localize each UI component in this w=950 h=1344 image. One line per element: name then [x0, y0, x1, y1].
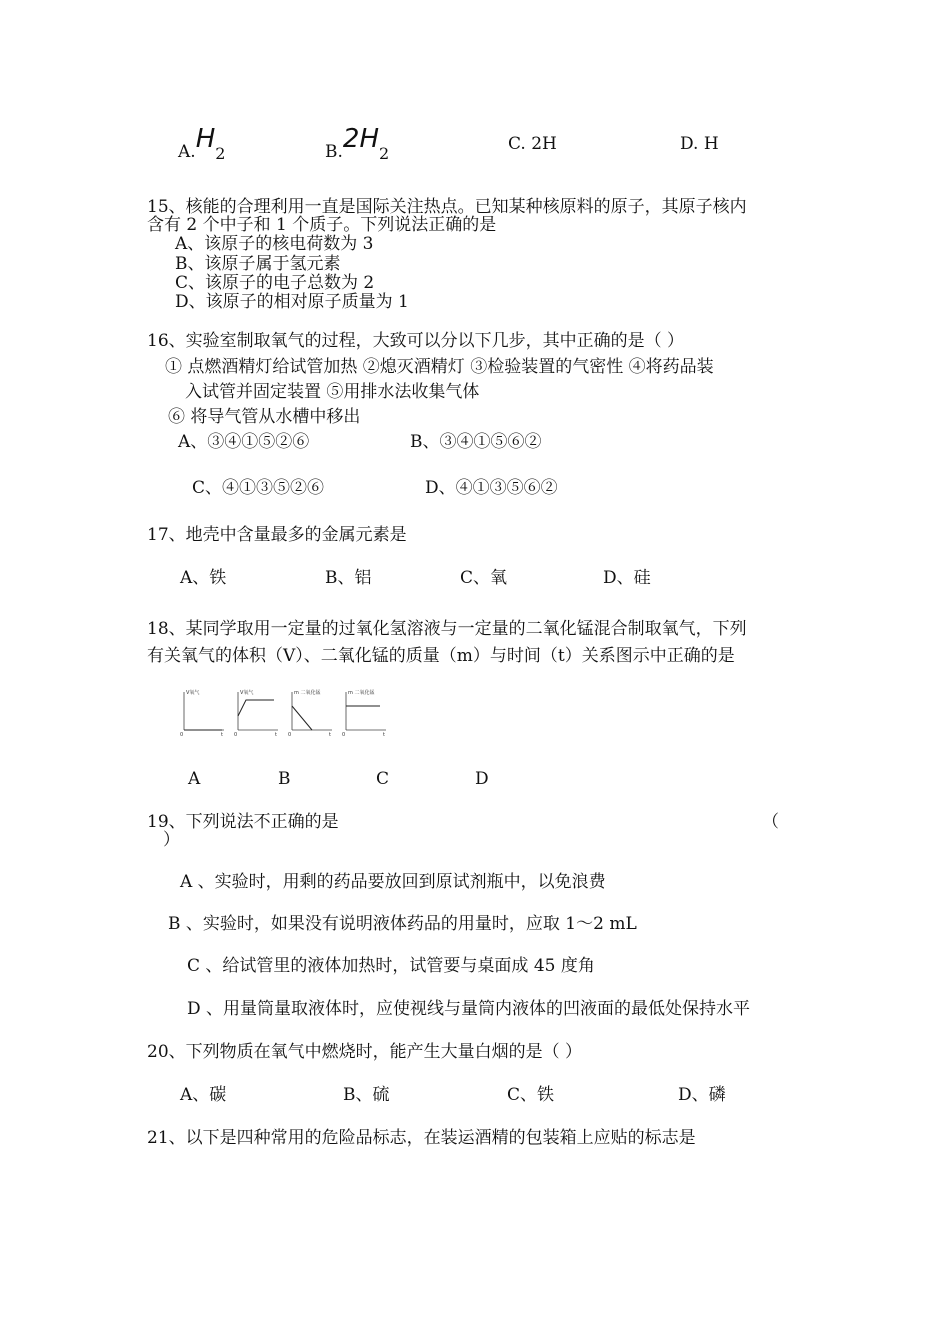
q17-stem: 17、地壳中含量最多的金属元素是 [147, 525, 407, 545]
q14-option-b [325, 124, 390, 163]
q17-option-d: D、硅 [603, 568, 651, 588]
q19-paren-close: ） [163, 830, 180, 850]
q14-option-a-formula: H [195, 124, 216, 154]
q21-stem: 21、以下是四种常用的危险品标志，在装运酒精的包装箱上应贴的标志是 [147, 1128, 696, 1148]
q17-option-b: B、铝 [325, 568, 372, 588]
q18-label-a: A [188, 769, 201, 789]
q18-stem-line2: 有关氧气的体积（V）、二氧化锰的质量（m）与时间（t）关系图示中正确的是 [147, 646, 735, 666]
q18-graph-b-origin: 0 [234, 732, 238, 738]
q19-paren-open: （ [762, 812, 779, 832]
q20-stem: 20、下列物质在氧气中燃烧时，能产生大量白烟的是（ ） [147, 1042, 583, 1062]
q15-option-c: C、该原子的电子总数为 2 [175, 273, 375, 293]
q18-graph-a-ylabel: V氧气 [186, 690, 200, 696]
q15-option-a: A、该原子的核电荷数为 3 [175, 234, 374, 254]
q16-option-c: C、④①③⑤②⑥ [192, 478, 325, 498]
q16-steps-line1: ① 点燃酒精灯给试管加热 ②熄灭酒精灯 ③检验装置的气密性 ④将药品装 [165, 357, 714, 377]
q15-stem-line1: 15、核能的合理利用一直是国际关注热点。已知某种核原料的原子，其原子核内 [147, 197, 747, 217]
q18-graph-a-xlabel: t [221, 732, 223, 738]
q20-option-a: A、碳 [180, 1085, 227, 1105]
q20-option-c: C、铁 [507, 1085, 555, 1105]
q14-option-a-letter: A. [178, 142, 196, 162]
q18-label-b: B [278, 769, 291, 789]
q18-graph-b-xlabel: t [275, 732, 277, 738]
q17-option-a: A、铁 [180, 568, 227, 588]
q18-graph-a [178, 688, 228, 736]
q18-graph-a-origin: 0 [180, 732, 184, 738]
q14-option-c: C. 2H [508, 134, 557, 154]
q14-option-d: D. H [680, 134, 719, 154]
q18-graph-c-ylabel: m 二氧化锰 [294, 690, 321, 696]
q17-option-c: C、氧 [460, 568, 508, 588]
q18-graph-d-ylabel: m 二氧化锰 [348, 690, 375, 696]
q19-option-c: C 、给试管里的液体加热时，试管要与桌面成 45 度角 [187, 956, 595, 976]
q14-option-b-formula: 2H [342, 124, 379, 154]
q16-option-d: D、④①③⑤⑥② [425, 478, 558, 498]
q19-stem: 19、下列说法不正确的是 [147, 812, 339, 832]
q14-option-a-subscript: 2 [215, 144, 226, 163]
q16-stem: 16、实验室制取氧气的过程，大致可以分以下几步，其中正确的是（ ） [147, 331, 685, 351]
q19-option-d: D 、用量筒量取液体时，应使视线与量筒内液体的凹液面的最低处保持水平 [187, 999, 751, 1019]
q19-option-b: B 、实验时，如果没有说明液体药品的用量时，应取 1～2 mL [168, 914, 637, 934]
q18-graph-d [340, 688, 390, 736]
q15-stem-line2: 含有 2 个中子和 1 个质子。下列说法正确的是 [147, 215, 497, 235]
q15-option-b: B、该原子属于氢元素 [175, 254, 341, 274]
q18-graph-d-origin: 0 [342, 732, 346, 738]
q20-option-d: D、磷 [678, 1085, 726, 1105]
q18-label-c: C [376, 769, 390, 789]
q16-option-b: B、③④①⑤⑥② [410, 432, 542, 452]
q19-option-a: A 、实验时，用剩的药品要放回到原试剂瓶中，以免浪费 [180, 872, 606, 892]
q18-graph-b [232, 688, 282, 736]
q18-graph-c [286, 688, 336, 736]
q18-graph-c-origin: 0 [288, 732, 292, 738]
q14-option-b-letter: B. [325, 142, 343, 162]
q14-option-a [178, 124, 226, 163]
q15-option-d: D、该原子的相对原子质量为 1 [175, 292, 409, 312]
q20-option-b: B、硫 [343, 1085, 390, 1105]
q16-option-a: A、③④①⑤②⑥ [178, 432, 310, 452]
q16-steps-line2: 入试管并固定装置 ⑤用排水法收集气体 [185, 382, 480, 402]
q14-option-b-subscript: 2 [379, 144, 390, 163]
q18-graph-d-xlabel: t [383, 732, 385, 738]
q18-graph-c-xlabel: t [329, 732, 331, 738]
q18-stem-line1: 18、某同学取用一定量的过氧化氢溶液与一定量的二氧化锰混合制取氧气，下列 [147, 619, 747, 639]
q16-steps-line3: ⑥ 将导气管从水槽中移出 [168, 407, 361, 427]
q18-graph-b-ylabel: V氧气 [240, 690, 254, 696]
q18-label-d: D [475, 769, 489, 789]
